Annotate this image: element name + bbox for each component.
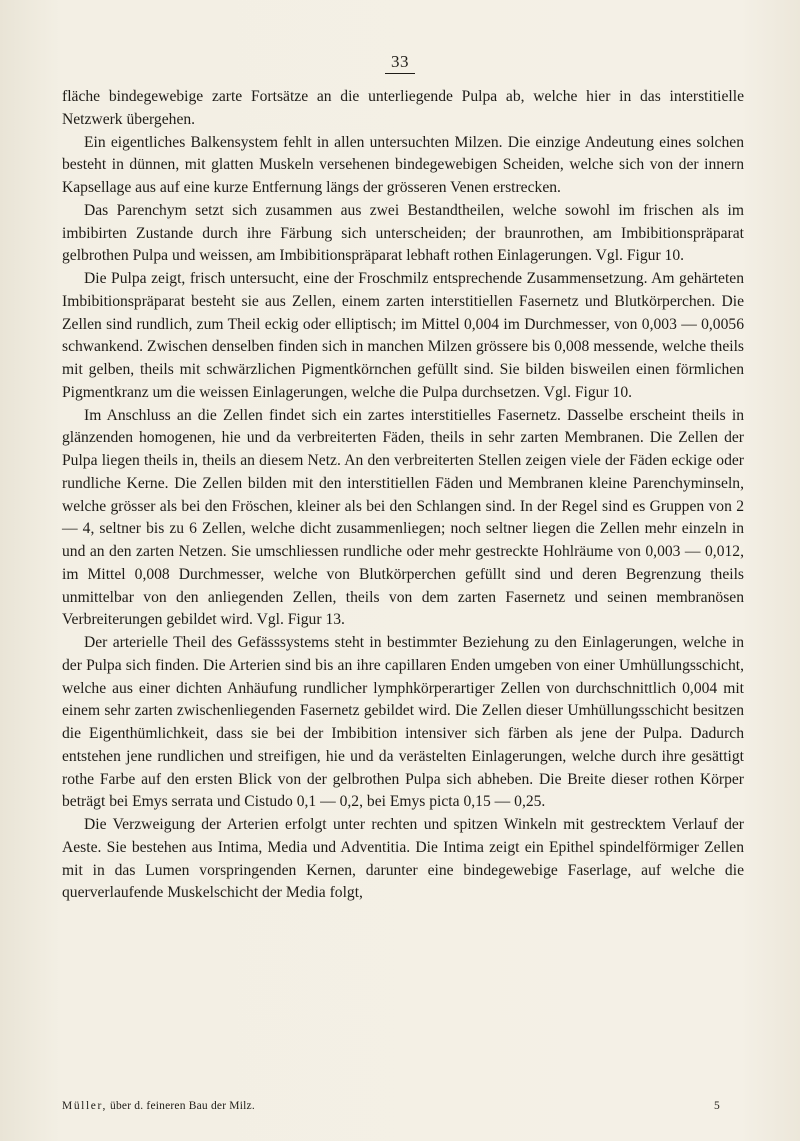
body-text — [62, 86, 744, 905]
paragraph: Das Parenchym setzt sich zusammen aus zwei Bestandtheilen, welche sowohl im frischen als im imbibirten Zustande durch ihre Färbung sich unterscheiden; der braunrothen, am Imbibitionspräparat gelbrothen Pulpa und weissen, am Imbibitionspräparat lebhaft rothen Einlagerungen. Vgl. Figur 10. — [62, 201, 744, 265]
page-number: 33 — [0, 52, 800, 74]
signature-mark: 5 — [714, 1100, 720, 1112]
paragraph: Die Verzweigung der Arterien erfolgt unter rechten und spitzen Winkeln mit gestrecktem Verlauf der Aeste. Sie bestehen aus Intima, Media und Adventitia. Die Intima zeigt ein Epithel spindelförmiger Zellen mit in das Lumen vorspringenden Kernen, darunter eine bindegewebige Faserlage, auf welche die querverlaufende Muskelschicht der Media folgt, — [62, 816, 744, 902]
page-footer — [62, 1100, 720, 1112]
paragraph: Die Pulpa zeigt, frisch untersucht, eine der Froschmilz entsprechende Zusammensetzung. Am gehärteten Imbibitionspräparat besteht sie aus Zellen, einem zarten interstitiellen Fasernetz und Blutkörperchen. Die Zellen sind rundlich, zum Theil eckig oder elliptisch; im Mittel 0,004 im Durchmesser, von 0,003 — 0,0056 schwankend. Zwischen denselben finden sich in manchen Milzen grössere bis 0,008 messende, welche theils mit gelben, theils mit schwärzlichen Pigmentkörnchen gefüllt sind. Sie bilden bisweilen einen förmlichen Pigmentkranz um die weissen Einlagerungen, welche die Pulpa durchsetzen. Vgl. Figur 10. — [62, 270, 744, 401]
paragraph: Im Anschluss an die Zellen findet sich ein zartes interstitielles Fasernetz. Dasselbe erscheint theils in glänzenden homogenen, hie und da verbreiterten Fäden, theils in sehr zarten Membranen. Die Zellen der Pulpa liegen theils in, theils an diesem Netz. An den verbreiterten Stellen zeigen viele der Fäden eckige oder rundliche Kerne. Die Zellen bilden mit den interstitiellen Fäden und Membranen kleine Parenchyminseln, welche grösser als bei den Fröschen, kleiner als bei den Schlangen sind. In der Regel sind es Gruppen von 2 — 4, seltner bis zu 6 Zellen, welche dicht zusammenliegen; noch seltner liegen die Zellen mehr einzeln in und an den zarten Netzen. Sie umschliessen rundliche oder mehr gestreckte Hohlräume von 0,003 — 0,012, im Mittel 0,008 Durchmesser, welche von Blutkörperchen gefüllt sind und deren Begrenzung theils unmittelbar von den anliegenden Zellen, theils von dem zarten Fasernetz und seinen membranösen Verbreiterungen gebildet wird. Vgl. Figur 13. — [62, 406, 744, 629]
footer-author: Müller, — [62, 1100, 107, 1112]
paragraph: Der arterielle Theil des Gefässsystems steht in bestimmter Beziehung zu den Einlagerungen, welche in der Pulpa sich finden. Die Arterien sind bis an ihre capillaren Enden umgeben von einer Umhüllungsschicht, welche aus einer dichten Anhäufung rundlicher lymphkörperartiger Zellen von durchschnittlich 0,004 mit einem sehr zarten zwischenliegenden Fasernetz gebildet wird. Die Zellen dieser Umhüllungsschicht besitzen die Eigenthümlichkeit, dass sie bei der Imbibition intensiver sich färben als jene der Pulpa. Dadurch entstehen jene rundlichen und streifigen, hie und da verästelten Einlagerungen, welche durch ihre gesättigt rothe Farbe auf den ersten Blick von der gelbrothen Pulpa sich abheben. Die Breite dieser rothen Körper beträgt bei Emys serrata und Cistudo 0,1 — 0,2, bei Emys picta 0,15 — 0,25. — [62, 634, 744, 811]
paragraph: fläche bindegewebige zarte Fortsätze an die unterliegende Pulpa ab, welche hier in das interstitielle Netzwerk übergehen. — [62, 88, 744, 128]
paragraph: Ein eigentliches Balkensystem fehlt in allen untersuchten Milzen. Die einzige Andeutung eines solchen besteht in dünnen, mit glatten Muskeln versehenen bindegewebigen Scheiden, welche sich von der innern Kapsellage aus auf eine kurze Entfernung längs der grösseren Venen erstrecken. — [62, 133, 744, 196]
footer-title: über d. feineren Bau der Milz. — [110, 1100, 255, 1112]
running-footer — [62, 1100, 255, 1112]
